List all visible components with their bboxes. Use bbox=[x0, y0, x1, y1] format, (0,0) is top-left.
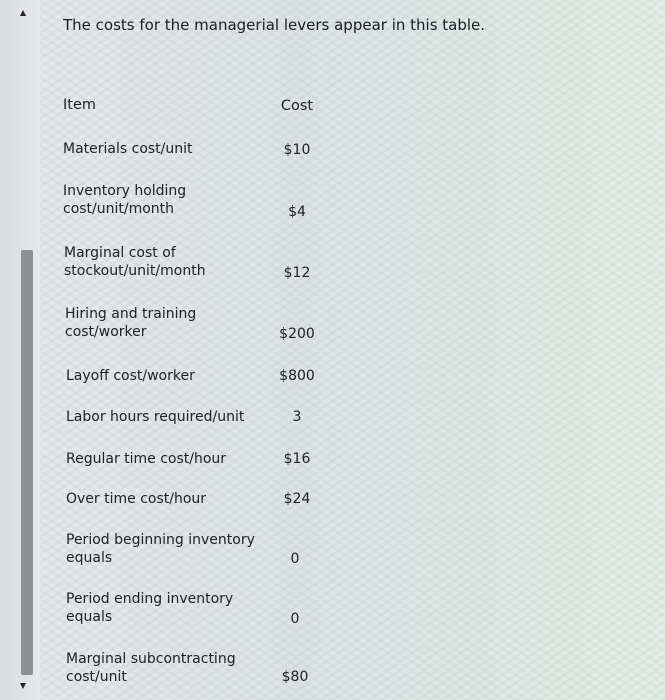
item-cell: Over time cost/hour bbox=[66, 491, 207, 507]
cost-cell: $16 bbox=[283, 451, 311, 467]
scrollbar-thumb[interactable] bbox=[21, 250, 33, 675]
cost-cell: $24 bbox=[283, 491, 311, 507]
cost-cell: 3 bbox=[292, 409, 302, 425]
intro-text: The costs for the managerial levers appear in this table. bbox=[63, 16, 486, 34]
cost-cell: $12 bbox=[283, 265, 311, 281]
item-cell: Period ending inventory equals bbox=[66, 591, 234, 625]
item-cell: Regular time cost/hour bbox=[66, 451, 227, 467]
cost-cell: 0 bbox=[290, 611, 300, 627]
item-cell: Marginal subcontracting cost/unit bbox=[66, 651, 236, 685]
item-cell: Layoff cost/worker bbox=[66, 368, 195, 384]
cost-cell: 0 bbox=[290, 551, 300, 567]
item-cell: Labor hours required/unit bbox=[66, 409, 245, 425]
header-cost: Cost bbox=[280, 98, 314, 114]
cost-cell: $800 bbox=[279, 368, 315, 384]
cost-cell: $80 bbox=[281, 669, 309, 685]
item-cell: Period beginning inventory equals bbox=[66, 532, 255, 566]
item-cell: Marginal cost of stockout/unit/month bbox=[64, 245, 206, 279]
scroll-down-arrow-icon[interactable] bbox=[20, 683, 26, 689]
cost-cell: $200 bbox=[279, 326, 315, 342]
item-cell: Hiring and training cost/worker bbox=[65, 306, 197, 340]
scroll-up-arrow-icon[interactable] bbox=[20, 10, 26, 16]
scrollbar[interactable] bbox=[0, 0, 40, 700]
cost-cell: $10 bbox=[283, 142, 311, 158]
item-cell: Inventory holding cost/unit/month bbox=[63, 183, 187, 217]
cost-cell: $4 bbox=[288, 204, 306, 220]
item-cell: Materials cost/unit bbox=[63, 141, 193, 157]
header-item: Item bbox=[63, 97, 97, 113]
